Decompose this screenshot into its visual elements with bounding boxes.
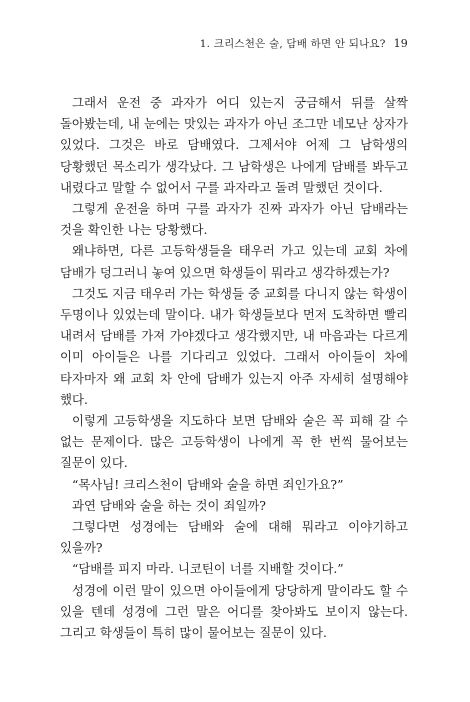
- body-text: [60, 92, 408, 643]
- paragraph-5: 이렇게 고등학생을 지도하다 보면 담배와 술은 꼭 피해 갈 수 없는 문제이다. 많은 고등학생이 나에게 꼭 한 번씩 물어보는 질문이 있다.: [60, 413, 408, 471]
- running-header: [200, 36, 408, 51]
- paragraph-7: 그렇다면 성경에는 담배와 술에 대해 뭐라고 이야기하고 있을까?: [60, 519, 408, 556]
- paragraph-2: 그렇게 운전을 하며 구를 과자가 진짜 과자가 아닌 담배라는 것을 확인한 나는 당황했다.: [60, 201, 408, 238]
- paragraph-4: 그것도 지금 태우러 가는 학생들 중 교회를 다니지 않는 학생이 두명이나 있었는데 말이다. 내가 학생들보다 먼저 도착하면 빨리 내려서 담배를 가져 가야겠다고 생각했지만, 내 마음과는 다르게 이미 아이들은 나를 기다리고 있었다. 그래서 아이들이 차에 타자마자 왜 교회 차 안에 담배가 있는지 아주 자세히 설명해야 했다.: [60, 285, 408, 407]
- paragraph-1: 그래서 운전 중 과자가 어디 있는지 궁금해서 뒤를 살짝 돌아봤는데, 내 눈에는 맛있는 과자가 아닌 조그만 네모난 상자가 있었다. 그것은 바로 담배였다. 그제서야 어제 그 남학생의 당황했던 목소리가 생각났다. 그 남학생은 나에게 담배를 봐두고 내렸다고 말할 수 없어서 구를 과자라고 돌려 말했던 것이다.: [60, 95, 408, 195]
- page-number: 19: [393, 37, 408, 50]
- quote-question: “목사님! 크리스천이 담배와 술을 하면 죄인가요?”: [72, 476, 344, 492]
- running-title: 1. 크리스천은 술, 담배 하면 안 되나요?: [199, 38, 386, 50]
- paragraph-8: 성경에 이런 말이 있으면 아이들에게 당당하게 말이라도 할 수 있을 텐데 성경에 그런 말은 어디를 찾아봐도 보이지 않는다. 그리고 학생들이 특히 많이 물어보는 질문이 있다.: [60, 582, 408, 641]
- quote-hypothetical: “담배를 피지 마라. 니코틴이 너를 지배할 것이다.”: [72, 561, 344, 577]
- paragraph-6: 과연 담배와 술을 하는 것이 죄일까?: [72, 497, 266, 513]
- paragraph-3: 왜냐하면, 다른 고등학생들을 태우러 가고 있는데 교회 차에 담배가 덩그러니 놓여 있으면 학생들이 뭐라고 생각하겠는가?: [60, 243, 408, 280]
